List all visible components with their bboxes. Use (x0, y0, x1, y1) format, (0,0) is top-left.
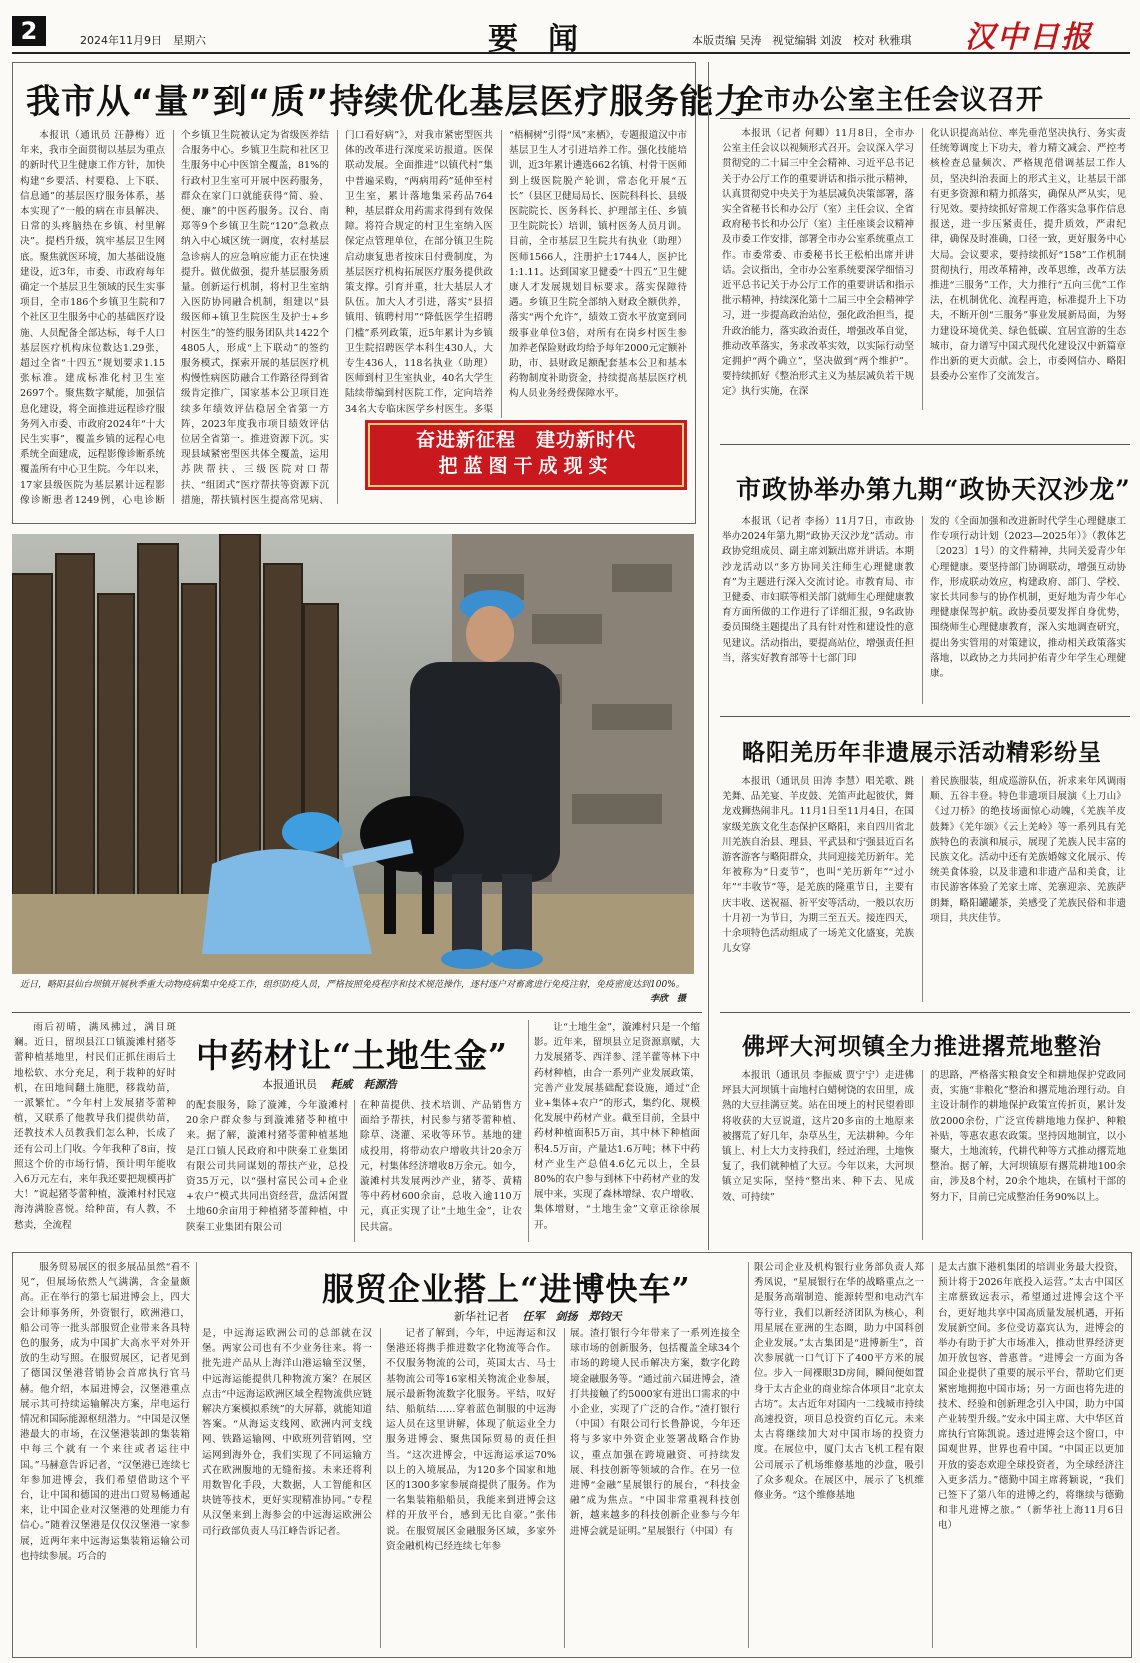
paper-logo: 汉中日报 (965, 20, 1093, 55)
article-6-byline-names: 耗威 耗源浩 (330, 1078, 397, 1091)
article-1-text-4: “梧桐树”引得“凤”来栖》，专题报道汉中市基层卫生人才引进培养工作。强化技能培训，近3年累计遴选662名镇、村骨干医师到上级医院脱产轮训，常态化开展“五长”（县区卫健局局长、医院科科长、县级医院院长、医务科长、护理部主任、乡镇卫生院院长）培训，镇村医务人员月训。目前，全市基层卫生院共有执业（助理）医师1566人，注册护士1744人，医护比1:1.11。达到国家卫健委“十四五”卫生健康人才发展规划目标要求。落实保障待遇。乡镇卫生院全部纳入财政全额供养，落实“两个允许”，绩效工资水平放宽到同级事业单位3倍，对所有在岗乡村医生参加养老保险财政均给予每年2000元定额补助，市、县财政足额配套基本公卫和基本药物制度补助资金，持续提高基层医疗机构人员业务经费保障水平。 (509, 130, 687, 400)
col-divider (196, 1262, 197, 1648)
article-1-text-1: 本报讯（通讯员 汪静梅）近年来，我市全面贯彻以基层为重点的新时代卫生健康工作方针，加快构建“乡要活、村要稳、上下联、信息通”的基层医疗服务体系，基本实现了“一般的病在市县解决、日常的头疼脑热在乡镇、村里解决”。提档升级，筑牢基层卫生网底。聚焦就医环境，加大基础设施建设，近3年，市委、市政府每年确定一个基层卫生领域的民生实事项目，全市186个乡镇卫生院和7个社区卫生服务中心的基础医疗设施、人员配备全部达标，每千人口基层医疗机构床位数达1.29张，超过全省“十四五”规划要求1.15张标准。建成标准化村卫生室2697个。聚焦数字赋能，加强信息化建设，将全面推进远程诊疗服务列入市委、市政府2024年“十大民生实事”，覆盖乡镇的远程心电系统全面建成，远程影像诊断系统覆盖所有中心卫生院。今年以来，17家县级医院为基层累计远程影像诊断患者1249例，心电诊断 (20, 130, 165, 506)
article-7-col-3 (386, 1326, 556, 1650)
photo-caption (20, 978, 686, 1006)
article-7-col-6 (938, 1260, 1124, 1650)
article-6-text-2: 的配套服务，除了漩滩，今年漩滩村20余户群众参与到漩滩猪苓种植中来。据了解，漩滩村猪苓蕾种植基地是江口镇人民政府和中陕秦工业集团有限公司共同谋划的帮扶产业，总投资35万元，以“强村富民公司+企业+农户”模式共同出资经营，盘活闲置土地60余亩用于种植猪苓蕾种植，中陕秦工业集团有限公司 (186, 1100, 348, 1233)
col-divider (922, 128, 923, 410)
article-5-text-2: 的思路，严格落实粮食安全和耕地保护党政同责，实施“非粮化”整治和撂荒地治理行动。自主设计制作的耕地保护政策宣传折页，累计发放2000余份，广泛宣传耕地地力保护、种粮补贴，等惠农惠农政策。坚持因地制宜，以小聚大，土地流转，代耕代种等方式推动撂荒地整治。据了解，大河坝镇原有撂荒耕地100余亩，涉及8个村，20余个地块，在镇村干部的努力下，目前已完成整治任务90%以上。 (930, 1070, 1126, 1203)
article-7-text-5: 限公司企业及机构银行业务部负责人郑秀凤说，“星展银行在华的战略重点之一是服务高端制造、能源转型和电动汽车等行业，我们以新经济团队为核心，利用星展在亚洲的生态圈，助力中国科创企业发展。”太古集团是“进博新生”，首次参展就一口气订下了400平方米的展位。步入一间裸眼3D房间，瞬间便如置身于太古企业的商业综合体项目“北京太古坊”。太古近年对国内一二线城市持续高速投资，项目总投资约百亿元。未来太古将继续加大对中国市场的投资力度。在展位中，厦门太古飞机工程有限公司展示了机场维修基地的沙盘，吸引了众多观众。在展区中，展示了飞机维修业务。“这个维修基地 (754, 1262, 924, 1502)
article-3-col-1 (722, 514, 914, 708)
article-7-text-4: 展。渣打银行今年带来了一系列连接全球市场的创新服务，包括覆盖全球34个市场的跨境人民币解决方案，数字化跨境金融服务等。“通过前六届进博会，渣打共接触了约5000家有进出口需求的中小企业，实现了广泛的合作。”渣打银行（中国）有限公司行长鲁静说，今年还将与多家中外资企业签署战略合作协议，重点加强在跨境融资、可持续发展、科技创新等领域的合作。在另一位进博“金融”星展银行的展台，“科技金融”成为焦点。“中国非常重视科技创新，越来越多的科技创新企业参与今年进博会就是证明。”星展银行（中国）有 (570, 1328, 740, 1537)
col-divider (173, 130, 174, 504)
article-7-byline (454, 1308, 622, 1324)
rule (720, 1012, 1130, 1013)
col-divider (932, 1262, 933, 1648)
article-7-title: 服贸企业搭上“进博快车” (322, 1270, 691, 1308)
photo-vaccination (12, 534, 694, 974)
article-6-col-4 (534, 1020, 700, 1246)
article-7-byline-prefix: 新华社记者 (454, 1310, 509, 1323)
article-5-col-2 (930, 1068, 1126, 1244)
col-divider (528, 1020, 529, 1242)
page-divider (708, 62, 709, 1250)
slogan-banner (365, 420, 687, 490)
col-divider (922, 1070, 923, 1240)
rule (720, 444, 1130, 445)
article-1-col-2 (181, 128, 329, 508)
article-2-col-1 (722, 126, 914, 414)
article-4-col-2 (930, 774, 1126, 1006)
col-divider (337, 130, 338, 504)
article-6-byline-prefix: 本报通讯员 (262, 1078, 317, 1091)
section-title: 要 闻 (488, 22, 578, 57)
article-1-title: 我市从“量”到“质”持续优化基层医疗服务能力 (26, 82, 750, 122)
article-6-col-2 (186, 1098, 348, 1246)
article-6-text-4: 让“土地生金”，漩滩村只是一个缩影。近年来，留坝县立足资源禀赋，大力发展猪苓、西洋参、淫羊藿等林下中药材种植，由合一系列产业发展政策，完善产业发展基础配套设施，通过“企业+集体+农户”的形式，集约化、规模化发展中药材产业。截至目前，全县中药材种植面积5万亩，其中林下种植面积4.5万亩，产量达1.6万吨；林下中药材产业生产总值4.6亿元以上，全县80%的农户参与到林下中药材产业的发展中来，实现了森林增绿、农户增收、集体增财，“土地生金”文章正徐徐展开。 (534, 1022, 700, 1231)
article-1-col-3 (345, 128, 493, 418)
article-3-col-2 (930, 514, 1126, 708)
col-divider (380, 1328, 381, 1648)
photo-credit: 李欣 摄 (649, 994, 686, 1004)
page-number: 2 (20, 17, 38, 45)
rule (720, 716, 1130, 717)
masthead-date: 2024年11月9日 星期六 (80, 34, 206, 47)
col-divider (564, 1328, 565, 1648)
article-2-text-2: 化认识提高站位、率先垂范坚决执行、务实责任统筹调度上下功夫，着力精文减会、严控考核检查总量频次、严格规范借调基层工作人员，坚决纠治表面上的形式主义，让基层干部有更多资源和精力抓落实，确保从严从实，见行见效。要持续抓好常规工作落实急事作信息报送，进一步压紧责任，提升质效，严肃纪律，确保及时准确，口径一致，更好服务中心大局。会议要求，要持续抓好“158”工作机制贯彻执行，用改革精神，改革思维，改革方法推进“三服务”工作，大力推行“五向三优”工作法，在机制优化、流程再造，标准提升上下功夫，不断开创“三服务”事业发展新局面，为努力建设环境优美、绿色低碳、宜居宜游的生态城市，奋力谱写中国式现代化建设汉中新篇章作出新的更大贡献。会上，市委网信办、略阳县委办公室作了交流发言。 (930, 128, 1126, 383)
article-4-text-1: 本报讯（通讯员 田涛 李慧）唱羌歌、跳羌舞、品羌宴、羊皮鼓、羌笛声此起彼伏，舞龙戏狮热闹非凡。11月1日至11月4日，在国家级羌族文化生态保护区略阳，来自四川省北川羌族自治县、理县、平武县和宁强县近百名游客游客与略阳群众，共同迎接羌历新年。羌年被称为“日麦节”，也叫“羌历新年”“过小年”“丰收节”等，是羌族的隆重节日，主要有庆丰收、送祝福、祈平安等活动，一般以农历十月初一为节日，为期三至五天。接连四天，十余项特色活动组成了一场羌文化盛宴，羌族儿女穿 (722, 776, 914, 955)
article-7-col-1 (20, 1260, 190, 1650)
col-divider (922, 776, 923, 1002)
article-2-title: 全市办公室主任会议召开 (736, 85, 1044, 116)
article-7-text-1: 服务贸易展区的很多展品虽然“看不见”，但展场依然人气满满，含金量颇高。正在举行的第七届进博会上，四大会计师事务所，外资银行，欧洲港口，船公司等一批头部服贸企业带来各具特色的服务，成为中国扩大高水平对外开放的生动写照。在服贸展区，记者见到了德国汉堡港营销协会首席执行官马赫。他介绍，本届进博会，汉堡港重点展示其可持续运输解决方案，岸电运行情况和国际能源枢纽潜力。“中国是汉堡港最大的市场，在汉堡港装卸的集装箱中每三个就有一个来往或者运往中国。”马赫意告诉记者，“汉堡港已连续七年参加进博会，我们希望借助这个平台，让中国和德国的进出口贸易畅通起来，让中国企业对汉堡港的处理能力有信心。”随着汉堡港是仅仅汉堡港一家参展，近两年来中远海运集装箱运输公司也持续参展。巧合的 (20, 1262, 190, 1562)
article-1-text-3: 门口看好病”》，对我市紧密型医共体的改革进行深度采访报道。医保联动发展。全面推进“以镇代村”集中普遍采购，“两病用药”延伸至村卫生室，累计落地集采药品764种，基层群众用药需求得到有效保障。将符合规定的村卫生室纳入医保定点管理单位，在部分镇卫生院启动康复患者按床日付费制度，为基层医疗机构拓展医疗服务提供政策支撑。引育并重，壮大基层人才队伍。加大人才引进，落实“县招镇用、镇聘村用”“降低医学生招聘门槛”系列政策，近5年累计为乡镇卫生院招聘医学本科生430人，大专生436人，118名执业（助理）医师到村卫生室执业，40名大学生陆续带编到村医院工作，定向培养34名大专临床医学乡村医生。多渠 (345, 130, 493, 415)
article-1-col-1 (20, 128, 165, 508)
col-divider (748, 1262, 749, 1648)
slogan-line-2: 把蓝图干成现实 (438, 455, 614, 477)
article-3-title: 市政协举办第九期“政协天汉沙龙” (736, 475, 1131, 504)
slogan-line-1: 奋进新征程 建功新时代 (415, 429, 636, 451)
masthead-editors: 本版责编 吴涛 视觉编辑 刘波 校对 秋雅琪 (692, 34, 912, 47)
article-5-title: 佛坪大河坝镇全力推进撂荒地整治 (742, 1033, 1102, 1060)
article-3-text-1: 本报讯（记者 李扬）11月7日，市政协举办2024年第九期“政协天汉沙龙”活动。市政协党组成员、副主席刘颖出席并讲话。本期沙龙活动以“多方协同关注师生心理健康教育”为主题进行深入交流讨论。市教育局、市卫健委、市妇联等相关部门就师生心理健康教育方面所做的工作进行了详细汇报，9名政协委员围绕主题提出了具有针对性和建设性的意见建议。活动指出，要提高站位，增强责任担当，落实好教育部等十七部门印 (722, 516, 914, 664)
article-1-text-2: 个乡镇卫生院被认定为省级医养结合服务中心。乡镇卫生院和社区卫生服务中心中医馆全覆盖，81%的行政村卫生室可开展中医药服务，群众在家门口就能获得“简、验、便、廉”的中医药服务。汉台、南郑等9个乡镇卫生院“120”急救点纳入中心城区统一调度，农村基层急诊病人的应急响应能力正在快速提升。做优做强，提升基层服务质量。创新运行机制，将村卫生室纳入医防协同融合机制，组建以“县级医师+镇卫生院医生及护士+乡村医生”的签约服务团队共1422个4805人，形成“上下联动”的签约服务模式，探索开展的基层医疗机构慢性病医防融合工作路径得到省级肯定推广，国家基本公卫项目连续多年绩效评估稳居全省第一方阵，2023年度我市项目绩效评估位居全省第一。推进资源下沉。实现县域紧密型医共体全覆盖，运用苏陕帮扶、三级医院对口帮扶、“组团式”医疗帮扶等资源下沉措施，帮扶镇村医生提高常见病、 (181, 130, 329, 506)
article-2-text-1: 本报讯（记者 何卿）11月8日，全市办公室主任会议以视频形式召开。会议深入学习贯彻党的二十届三中全会精神、习近平总书记关于办公厅工作的重要讲话和指示批示精神，认真贯彻党中央关于为基层减负决策部署，落实全省秘书长和办公厅（室）主任会议、全省政府秘书长和办公厅（室）主任座谈会议精神及市委工作安排，部署全市办公室系统重点工作。市委常委、市委秘书长王松柏出席并讲话。会议指出，全市办公室系统要深学细悟习近平总书记关于办公厅工作的重要讲话和指示批示精神，持续深化第十二届三中全会精神学习，进一步提高政治站位，强化政治担当，提升政治能力，落实政治责任，增强改革自觉，推动改革落实，务求改革实效，以实际行动坚定拥护“两个确立”，坚决做到“两个维护”。要持续抓好《整治形式主义为基层减负若干规定》执行实施，在深 (722, 128, 914, 398)
article-6-byline (262, 1076, 397, 1092)
article-1-col-4 (509, 128, 687, 418)
article-4-col-1 (722, 774, 914, 1006)
article-6-text-1: 雨后初晴，满凤拂过，满目斑斓。近日，留坝县江口镇漩滩村猪苓蕾种植基地里，村民们正抓住雨后土地松软、水分充足，利于栽种的好时机，在田地间翻土施肥，移栽幼苗，一派繁忙。“今年村上发展猪苓蕾种植，又联系了他教导我们提供幼苗，还教技术人员教我们怎么种，长成了还有公司上门收。今年我种了8亩，按照这个价的市场行情，预计明年能收入6万元左右，来年我还要把规模再扩大！”说起猪苓蕾种植，漩滩村村民寇海涛满脸喜悦。给种苗，有人教，不愁卖，全流程 (14, 1022, 176, 1231)
article-6-title: 中药材让“土地生金” (196, 1036, 508, 1075)
article-5-text-1: 本报讯（通讯员 李振威 贾宁宁）走进佛坪县大河坝镇十亩地村白蜡树饶的农田里，成熟的大豆挂满豆荚。站在田埂上的村民望着即将收获的大豆说道，这片20多亩的土地原来被撂荒了好几年，杂草丛生，无法耕种。今年镇上、村上大力支持我们，经过治理，土地恢复了，我们就种植了大豆。今年以来，大河坝镇立足实际，坚持“整出来、种下去、见成效、可持续” (722, 1070, 914, 1203)
article-7-col-5 (754, 1260, 924, 1650)
article-7-text-2: 是，中远海运欧洲公司的总部就在汉堡。两家公司也有不少业务往来。将一批先进产品从上海洋山港运输至汉堡，中远海运能提供几种物流方案？在展区点击“中远海运欧洲区域全程物流供应链解决方案模拟系统”的大屏幕，就能知道答案。“从海运支线网、欧洲内河支线网、铁路运输网、中欧班列营销网，空运网到海外仓，我们实现了不同运输方式在欧洲腹地的无缝衔接。未来还将利用数智化手段，大数据，人工智能和区块链等技术，更好实现精准协同。”专程从汉堡来到上海参会的中远海运欧洲公司行政部负责人马江峰告诉记者。 (202, 1328, 372, 1537)
article-6-col-1 (14, 1020, 176, 1246)
rule (12, 1012, 702, 1013)
article-4-text-2: 着民族服装，组成巡游队伍，祈求来年风调雨顺、五谷丰登。特色非遗项目展演《上刀山》《过刀桥》的绝技场面惊心动魄，《羌族羊皮鼓舞》《羌年颂》《云上羌岭》等一系列具有羌族特色的表演和展示，展现了羌族人民丰富的民族文化。活动中还有羌族婚嫁文化展示、传统美食体验，以及非遗和非遗产品和美食，让市民游客体验了羌家土席、羌寨迎亲、羌族萨朗舞，略阳罐罐茶，美感受了羌族民俗和非遗项目，共庆佳节。 (930, 776, 1126, 924)
article-5-col-1 (722, 1068, 914, 1244)
photo-illustration (12, 534, 694, 974)
col-divider (354, 1100, 355, 1242)
article-7-col-4 (570, 1326, 740, 1650)
masthead-rule (12, 52, 1130, 54)
page-number-box (12, 16, 46, 46)
article-6-text-3: 在种苗提供、技术培训、产品销售方面给予帮扶，村民参与猪苓蕾种植、除草、浇灌、采收等环节。基地的建成投用，将带动农户增收共计20余万元，村集体经济增收8万余元。如今，漩滩村共发展两沙产业，猪苓、黄精等中药材600余亩，总收入逾110万元，真正实现了让“土地生金”，让农民共富。 (360, 1100, 522, 1233)
article-2-col-2 (930, 126, 1126, 414)
article-7-text-6: 是太古旗下港机集团的培训业务最大投资，预计将于2026年底投入运营。”太古中国区主席蔡致远表示，希望通过进博会这个平台，更好地共享中国高质量发展机遇，开拓发展新空间。多位受访嘉宾认为，进博会的举办有助于扩大市场准入，推动世界经济更加开放包容、普惠普。“进博会一方面为各国企业提供了重要的展示平台，帮助它们更紧密地拥抱中国市场；另一方面也将先进的技术、经验和创新理念引入中国，助力中国产业转型升级。”安永中国主席、大中华区首席执行官陈凯说。透过进博会这个窗口，中国观世界，世界也看中国。“中国正以更加开放的姿态欢迎全球投资者，为全球经济注入更多活力。”德勤中国主席蒋颖说，“我们已签下了第八年的进博之约，将继续与德勤和非凡进博之旅。”（新华社上海11月6日电） (938, 1262, 1124, 1532)
article-3-text-2: 发的《全面加强和改进新时代学生心理健康工作专项行动计划（2023—2025年）》（教体艺〔2023〕1号）的文件精神，共同关爱青少年心理健康。要坚持部门协调联动，增强互动协作，形成联动效应，构建政府、部门、学校、家长共同参与的协作机制，更好地为青少年心理健康保驾护航。政协委员要发挥自身优势，围绕师生心理健康教育，深入实地调查研究，提出务实管用的对策建议，推动相关政策落实落地，以政协之力共同护佑青少年学生心理健康。 (930, 516, 1126, 680)
article-7-col-2 (202, 1326, 372, 1650)
col-divider (501, 130, 502, 418)
photo-caption-text: 近日，略阳县仙台坝镇开展秋季重大动物疫病集中免疫工作，组织防疫人员，严格按照免疫程序和技术规范操作，逐村逐户对畜禽进行免疫注射，免疫密度达到100%。 (20, 980, 685, 990)
rule (720, 118, 1130, 119)
article-6-col-3 (360, 1098, 522, 1246)
article-7-byline-names: 任军 剑扬 郑钧天 (522, 1310, 622, 1323)
article-7-text-3: 记者了解到，今年，中远海运和汉堡港还将携手推进数字化物流等合作。不仅服务物流的公司，英国太古、马士基物流公司等16家相关物流企业参展，展示最新物流数字化服务。平结，叹好结、船航结……穿着蓝色制服的中远海运人员在这里讲解，体现了航运业全力服务进博会、聚焦国际贸易的责任担当。“这次进博会，中远海运承运70%以上的入境展品，为120多个国家和地区的1300多家参展商提供了服务。作为一名集装箱船船员，我能来到进博会这样的开放平台，感到无比自豪。”张伟说。在服贸展区金融服务区域，多家外资金融机构已经连续七年参 (386, 1328, 556, 1552)
col-divider (922, 516, 923, 704)
article-4-title: 略阳羌历年非遗展示活动精彩纷呈 (742, 739, 1102, 766)
